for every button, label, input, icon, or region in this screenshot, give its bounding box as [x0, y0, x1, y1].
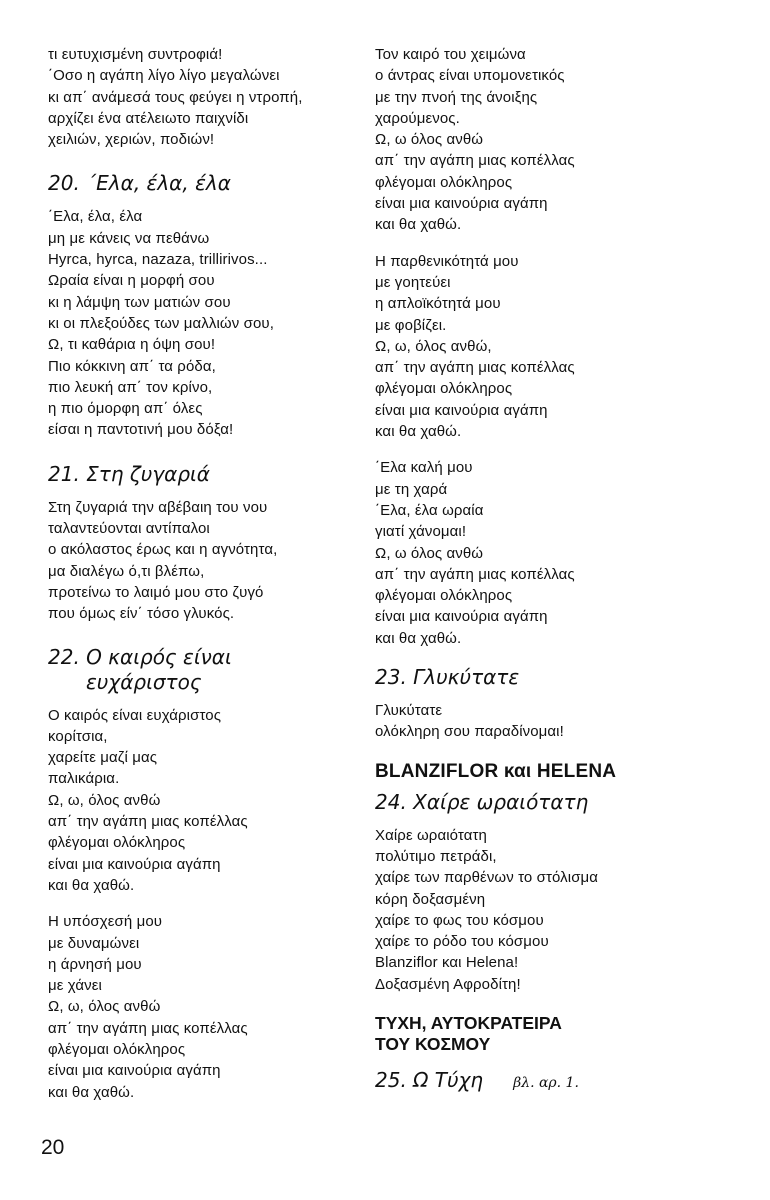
poem-22-stanza-2	[48, 911, 358, 1103]
section-title-tyche-line2: ΤΟΥ ΚΟΣΜΟΥ	[375, 1033, 491, 1054]
verse-line: ΄Ελα καλή μου	[375, 459, 473, 477]
verse-line: και θα χαθώ.	[48, 1083, 135, 1101]
verse-line: Ω, ω όλος ανθώ	[375, 131, 484, 149]
verse-line: με δυναμώνει	[48, 934, 140, 952]
poem-heading-22	[48, 645, 358, 695]
verse-line: και θα χαθώ.	[375, 216, 462, 234]
verse-line: χειλιών, χεριών, ποδιών!	[48, 131, 215, 149]
verse-line: είναι μια καινούρια αγάπη	[375, 195, 548, 213]
verse-line: προτείνω το λαιμό μου στο ζυγό	[48, 583, 264, 601]
verse-line: φλέγομαι ολόκληρος	[375, 173, 513, 191]
verse-line: κορίτσια,	[48, 727, 108, 745]
verse-line: χαίρε το ρόδο του κόσμου	[375, 933, 549, 951]
verse-line: με φοβίζει.	[375, 316, 447, 334]
verse-line: γιατί χάνομαι!	[375, 523, 467, 541]
verse-line: είναι μια καινούρια αγάπη	[48, 1062, 221, 1080]
verse-line: κι οι πλεξούδες των μαλλιών σου,	[48, 314, 274, 332]
verse-line: με την πνοή της άνοιξης	[375, 88, 538, 106]
verse-line: η άρνησή μου	[48, 955, 142, 973]
verse-line: Η παρθενικότητά μου	[375, 252, 519, 270]
verse-line: Hyrca, hyrca, nazaza, trillirivos...	[48, 251, 268, 269]
verse-line: ΄Οσο η αγάπη λίγο λίγο μεγαλώνει	[48, 67, 280, 85]
verse-line: ο άντρας είναι υπομονετικός	[375, 67, 565, 85]
verse-line: Χαίρε ωραιότατη	[375, 826, 487, 844]
verse-line: είναι μια καινούρια αγάπη	[375, 608, 548, 626]
verse-line: Πιο κόκκινη απ΄ τα ρόδα,	[48, 357, 216, 375]
verse-line: φλέγομαι ολόκληρος	[375, 380, 513, 398]
verse-line: και θα χαθώ.	[375, 629, 462, 647]
verse-line: απ΄ την αγάπη μιας κοπέλλας	[375, 565, 575, 583]
verse-line: είναι μια καινούρια αγάπη	[48, 855, 221, 873]
poem-23-stanza	[375, 700, 675, 743]
verse-line: Ω, ω, όλος ανθώ	[48, 791, 161, 809]
verse-line: κι απ΄ ανάμεσά τους φεύγει η ντροπή,	[48, 88, 303, 106]
verse-line: που όμως είν΄ τόσο γλυκός.	[48, 605, 235, 623]
verse-line: ταλαντεύονται αντίπαλοι	[48, 520, 210, 538]
verse-line: απ΄ την αγάπη μιας κοπέλλας	[375, 359, 575, 377]
verse-line: χαρείτε μαζί μας	[48, 749, 158, 767]
verse-line: η απλοϊκότητά μου	[375, 295, 501, 313]
verse-line: φλέγομαι ολόκληρος	[48, 834, 186, 852]
poem-heading-24: 24. Χαίρε ωραιότατη	[375, 789, 589, 814]
verse-line: απ΄ την αγάπη μιας κοπέλλας	[48, 1019, 248, 1037]
verse-line: χαρούμενος.	[375, 109, 460, 127]
verse-line: με τη χαρά	[375, 480, 448, 498]
poem-heading-22-line1: 22. Ο καιρός είναι	[48, 644, 232, 669]
poem-22-stanza-3	[375, 44, 675, 236]
verse-line: κι η λάμψη των ματιών σου	[48, 293, 231, 311]
right-column	[375, 44, 675, 1106]
verse-line: Η υπόσχεσή μου	[48, 913, 163, 931]
verse-line: και θα χαθώ.	[48, 876, 135, 894]
verse-line: είσαι η παντοτινή μου δόξα!	[48, 421, 234, 439]
verse-line: ΄Ελα, έλα, έλα	[48, 208, 143, 226]
verse-line: με γοητεύει	[375, 273, 451, 291]
verse-line: απ΄ την αγάπη μιας κοπέλλας	[48, 813, 248, 831]
poem-heading-22-line2: ευχάριστος	[86, 669, 202, 694]
verse-line: παλικάρια.	[48, 770, 120, 788]
poem-22-stanza-4	[375, 251, 675, 443]
intro-stanza	[48, 44, 358, 150]
verse-line: φλέγομαι ολόκληρος	[375, 587, 513, 605]
verse-line: είναι μια καινούρια αγάπη	[375, 401, 548, 419]
verse-line: Ω, ω, όλος ανθώ,	[375, 337, 492, 355]
verse-line: Ο καιρός είναι ευχάριστος	[48, 706, 222, 724]
verse-line: Blanziflor και Helena!	[375, 954, 519, 972]
verse-line: ΄Ελα, έλα ωραία	[375, 501, 484, 519]
poem-heading-25	[375, 1067, 675, 1096]
verse-line: ολόκληρη σου παραδίνομαι!	[375, 723, 564, 741]
verse-line: μη με κάνεις να πεθάνω	[48, 229, 210, 247]
verse-line: Ω, ω όλος ανθώ	[375, 544, 484, 562]
verse-line: μα διαλέγω ό,τι βλέπω,	[48, 562, 205, 580]
verse-line: πιο λευκή απ΄ τον κρίνο,	[48, 378, 213, 396]
verse-line: χαίρε των παρθένων το στόλισμα	[375, 869, 599, 887]
verse-line: φλέγομαι ολόκληρος	[48, 1040, 186, 1058]
verse-line: η πιο όμορφη απ΄ όλες	[48, 400, 203, 418]
page-number: 20	[41, 1136, 65, 1159]
verse-line: και θα χαθώ.	[375, 423, 462, 441]
verse-line: ο ακόλαστος έρως και η αγνότητα,	[48, 541, 278, 559]
poem-21-stanza	[48, 497, 358, 625]
verse-line: Ω, τι καθάρια η όψη σου!	[48, 336, 216, 354]
verse-line: κόρη δοξασμένη	[375, 890, 486, 908]
verse-line: χαίρε το φως του κόσμου	[375, 911, 544, 929]
verse-line: Τον καιρό του χειμώνα	[375, 46, 526, 63]
left-column	[48, 44, 358, 1118]
poem-heading-25-title: 25. Ω Τύχη	[375, 1067, 484, 1092]
section-title-blanziflor: BLANZIFLOR και HELENA	[375, 760, 617, 782]
poem-22-stanza-5	[375, 457, 675, 649]
verse-line: τι ευτυχισμένη συντροφιά!	[48, 46, 223, 63]
verse-line: με χάνει	[48, 977, 102, 995]
cross-reference: βλ. αρ. 1.	[513, 1074, 579, 1091]
section-title-tyche-line1: ΤΥΧΗ, ΑΥΤΟΚΡΑΤΕΙΡΑ	[375, 1012, 562, 1033]
verse-line: πολύτιμο πετράδι,	[375, 847, 497, 865]
verse-line: Δοξασμένη Αφροδίτη!	[375, 975, 521, 993]
poem-heading-21: 21. Στη ζυγαριά	[48, 461, 210, 486]
verse-line: Ωραία είναι η μορφή σου	[48, 272, 215, 290]
poem-heading-23: 23. Γλυκύτατε	[375, 665, 520, 690]
poem-20-stanza	[48, 206, 358, 440]
poem-heading-20: 20. ΄Ελα, έλα, έλα	[48, 171, 231, 196]
verse-line: Γλυκύτατε	[375, 702, 443, 720]
verse-line: αρχίζει ένα ατέλειωτο παιχνίδι	[48, 109, 249, 127]
poem-22-stanza-1	[48, 705, 358, 897]
verse-line: Ω, ω, όλος ανθώ	[48, 998, 161, 1016]
poem-24-stanza	[375, 825, 675, 995]
verse-line: απ΄ την αγάπη μιας κοπέλλας	[375, 152, 575, 170]
verse-line: Στη ζυγαριά την αβέβαιη του νου	[48, 498, 268, 516]
section-title-tyche	[375, 1013, 675, 1055]
